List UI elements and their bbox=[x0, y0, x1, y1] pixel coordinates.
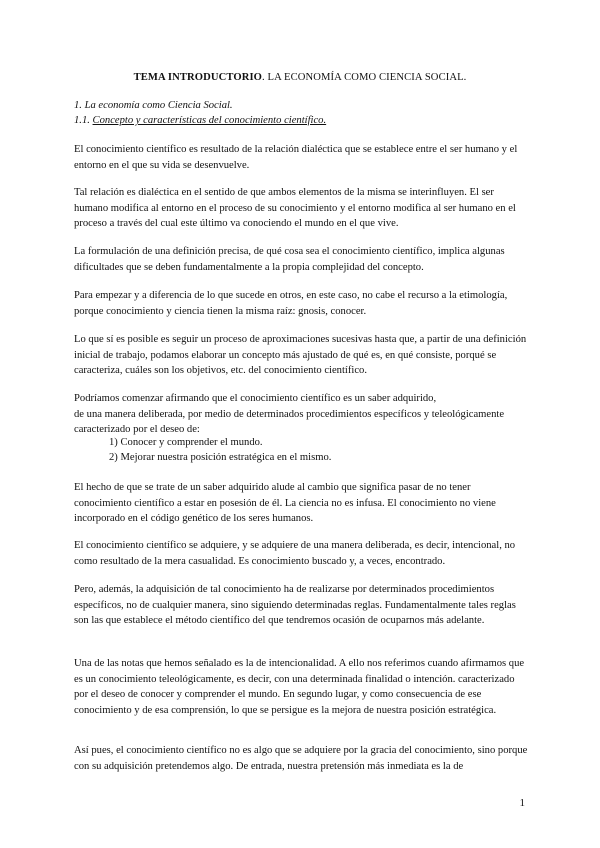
document-title bbox=[0, 70, 600, 86]
section-heading-1-1 bbox=[74, 113, 530, 129]
page-number: 1 bbox=[519, 797, 525, 809]
paragraph: El conocimiento científico se adquiere, y se adquiere de una manera deliberada, es decir, intencional, no como resultado de la mera casualidad. Es conocimiento buscado y, a veces, encontrado. bbox=[74, 540, 516, 567]
paragraph: Pero, además, la adquisición de tal conocimiento ha de realizarse por determinados procedimientos específicos, no de cualquier manera, sino siguiendo determinadas reglas. Fundamentalmente tales reglas son las que establece el método científico del que tendremos ocasión de ocuparnos más adelante. bbox=[74, 584, 516, 626]
title-rest: . LA ECONOMÍA COMO CIENCIA SOCIAL. bbox=[262, 72, 467, 83]
paragraph: Lo que sí es posible es seguir un proceso de aproximaciones sucesivas hasta que, a partir de una definición inicial de trabajo, podamos elaborar un concepto más ajustado de qué es, en qué consiste, porqué se caracteriza, cuáles son los objetivos, etc. del conocimiento científico. bbox=[74, 334, 527, 376]
paragraph: La formulación de una definición precisa, de qué cosa sea el conocimiento científico, implica algunas dificultades que se deben fundamentalmente a la propia complejidad del concepto. bbox=[74, 246, 505, 273]
paragraph bbox=[74, 391, 530, 438]
paragraph: El hecho de que se trate de un saber adquirido alude al cambio que significa pasar de no tener conocimiento científico a estar en posesión de él. La ciencia no es infusa. El conocimiento no viene incorporado en el código genético de los seres humanos. bbox=[74, 482, 496, 524]
paragraph: Tal relación es dialéctica en el sentido de que ambos elementos de la misma se interinfluyen. El ser humano modifica al entorno en el proceso de su conocimiento y el entorno modifica al ser humano en el proceso a través del cual este último va conociendo el mundo en el que vive. bbox=[74, 187, 516, 229]
title-bold: TEMA INTRODUCTORIO bbox=[133, 72, 263, 83]
section-heading-1: 1. La economía como Ciencia Social. bbox=[74, 100, 233, 111]
section-number: 1.1. bbox=[74, 115, 93, 126]
paragraph: Una de las notas que hemos señalado es la de intencionalidad. A ello nos referimos cuando afirmamos que es un conocimiento teleológicamente, es decir, con una determinada finalidad o intención. caracterizado por el deseo de conocer y comprender el mundo. En segundo lugar, y como consecuencia de ese conocimiento y de esa comprensión, lo que se persigue es la mejora de nuestra posición estratégica. bbox=[74, 658, 525, 716]
paragraph: El conocimiento científico es resultado de la relación dialéctica que se establece entre el ser humano y el entorno en el que su vida se desenvuelve. bbox=[74, 144, 518, 171]
list-item: 2) Mejorar nuestra posición estratégica en el mismo. bbox=[109, 452, 332, 463]
section-title: Concepto y características del conocimiento científico. bbox=[92, 115, 327, 126]
list-item: 1) Conocer y comprender el mundo. bbox=[109, 437, 263, 448]
paragraph-line: Podríamos comenzar afirmando que el conocimiento científico es un saber adquirido, bbox=[74, 393, 437, 404]
paragraph: Para empezar y a diferencia de lo que sucede en otros, en este caso, no cabe el recurso a la etimología, porque conocimiento y ciencia tienen la misma raíz: gnosis, conocer. bbox=[74, 290, 508, 317]
paragraph-line: de una manera deliberada, por medio de determinados procedimientos específicos y teleológicamente caracterizado por el deseo de: bbox=[74, 408, 505, 435]
paragraph: Así pues, el conocimiento científico no es algo que se adquiere por la gracia del conocimiento, sino porque con su adquisición pretendemos algo. De entrada, nuestra pretensión más inmediata es la de bbox=[74, 745, 528, 772]
